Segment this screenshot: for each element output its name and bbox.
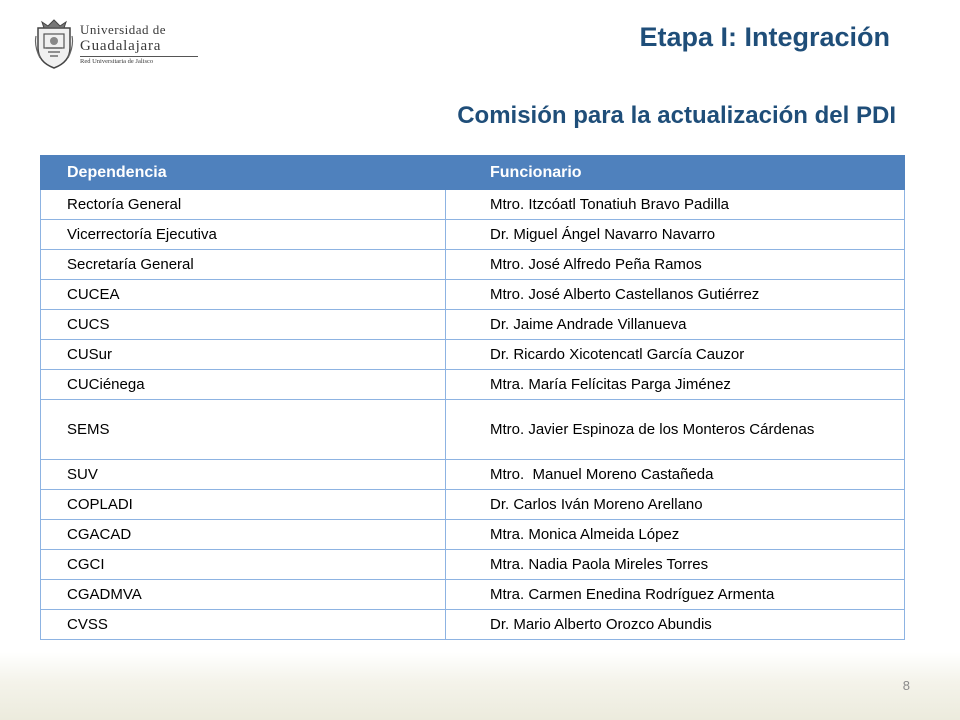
dependency-cell: SEMS [41,400,446,460]
table-row [41,610,905,640]
dependency-cell: CUCiénega [41,370,446,400]
committee-table [40,155,905,640]
official-cell: Dr. Carlos Iván Moreno Arellano [446,490,905,520]
dependency-cell: CUSur [41,340,446,370]
table-row [41,310,905,340]
official-cell: Dr. Jaime Andrade Villanueva [446,310,905,340]
column-header-funcionario: Funcionario [446,156,905,190]
dependency-cell: COPLADI [41,490,446,520]
table-row [41,460,905,490]
university-crest-icon [34,18,74,70]
dependency-cell: Secretaría General [41,250,446,280]
dependency-cell: CGADMVA [41,580,446,610]
official-cell: Mtro. José Alberto Castellanos Gutiérrez [446,280,905,310]
official-cell: Dr. Mario Alberto Orozco Abundis [446,610,905,640]
dependency-cell: Vicerrectoría Ejecutiva [41,220,446,250]
dependency-cell: CVSS [41,610,446,640]
official-cell: Mtro. Itzcóatl Tonatiuh Bravo Padilla [446,190,905,220]
dependency-cell: CGACAD [41,520,446,550]
table-header-row [41,156,905,190]
table-row [41,190,905,220]
official-cell: Mtro. José Alfredo Peña Ramos [446,250,905,280]
table-row [41,250,905,280]
table-row [41,370,905,400]
official-cell: Mtra. Carmen Enedina Rodríguez Armenta [446,580,905,610]
table-row [41,400,905,460]
table-row [41,280,905,310]
dependency-cell: CUCEA [41,280,446,310]
table-row [41,520,905,550]
dependency-cell: CUCS [41,310,446,340]
university-name-line2: Guadalajara [80,38,162,54]
official-cell: Mtra. Nadia Paola Mireles Torres [446,550,905,580]
table-row [41,340,905,370]
logo-divider [80,56,198,57]
table-row [41,220,905,250]
stage-title: Etapa I: Integración [639,22,890,52]
official-cell: Mtra. Monica Almeida López [446,520,905,550]
table-row [41,550,905,580]
official-cell: Mtro. Manuel Moreno Castañeda [446,460,905,490]
dependency-cell: CGCI [41,550,446,580]
official-cell: Dr. Ricardo Xicotencatl García Cauzor [446,340,905,370]
university-name-line1: Universidad de [80,22,167,37]
table-row [41,580,905,610]
footer-band [0,652,960,720]
table-row [41,490,905,520]
dependency-cell: Rectoría General [41,190,446,220]
university-logo [34,18,204,74]
official-cell: Mtro. Javier Espinoza de los Monteros Cárdenas [446,400,905,460]
column-header-dependencia: Dependencia [41,156,446,190]
slide-title: Comisión para la actualización del PDI [457,102,896,129]
official-cell: Mtra. María Felícitas Parga Jiménez [446,370,905,400]
page-number: 8 [902,678,910,693]
dependency-cell: SUV [41,460,446,490]
university-network-label: Red Universitaria de Jalisco [80,58,154,65]
official-cell: Dr. Miguel Ángel Navarro Navarro [446,220,905,250]
